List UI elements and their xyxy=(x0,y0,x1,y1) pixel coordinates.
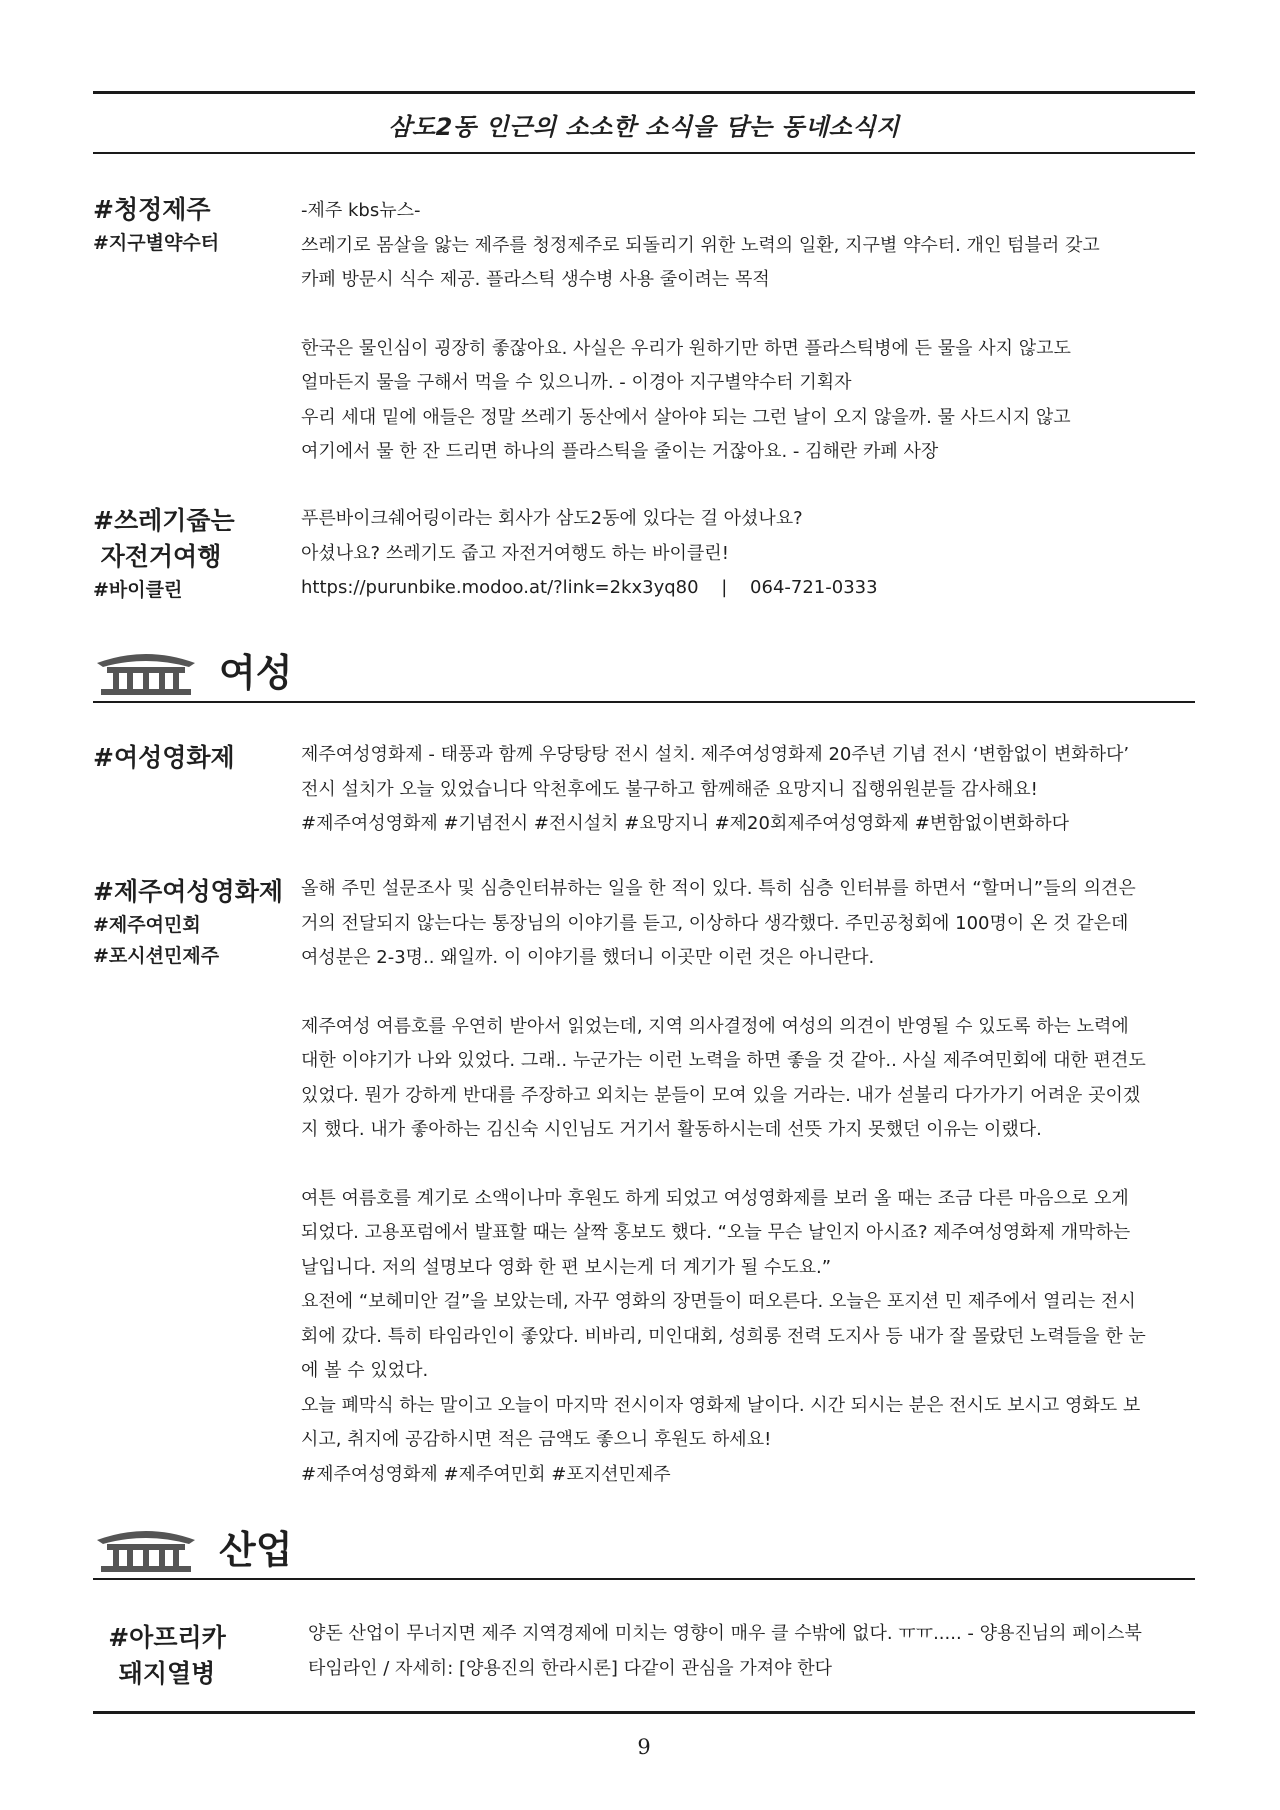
entry-tags xyxy=(93,874,293,972)
tag-main: #쓰레기줍는 xyxy=(93,506,235,535)
text-line: 여튼 여름호를 계기로 소액이나마 후원도 하게 되었고 여성영화제를 보러 올 때는 조금 다른 마음으로 오게 xyxy=(301,1187,1129,1209)
header-title: 삼도2동 인근의 소소한 소식을 담는 동네소식지 xyxy=(388,113,900,141)
footer-rule xyxy=(93,1711,1195,1714)
text-line: 전시 설치가 오늘 있었습니다 악천후에도 불구하고 함께해준 요망지니 집행위원분들 감사해요! xyxy=(301,778,1038,800)
contact-line xyxy=(301,571,1195,606)
text-line: 타임라인 / 자세히: [양용진의 한라시론] 다같이 관심을 가져야 한다 xyxy=(308,1657,833,1679)
tag-main: 돼지열병 xyxy=(118,1659,216,1688)
entry-body xyxy=(301,872,1195,1492)
text-line: 푸른바이크쉐어링이라는 회사가 삼도2동에 있다는 걸 아셨나요? xyxy=(301,508,803,529)
text-line: 제주여성 여름호를 우연히 받아서 읽었는데, 지역 의사결정에 여성의 의견이 반영될 수 있도록 하는 노력에 xyxy=(301,1015,1129,1037)
text-line: 얼마든지 물을 구해서 먹을 수 있으니까. - 이경아 지구별약수터 기획자 xyxy=(301,372,852,393)
entry-body xyxy=(301,194,1195,470)
text-line: 한국은 물인심이 굉장히 좋잖아요. 사실은 우리가 원하기만 하면 플라스틱병에 든 물을 사지 않고도 xyxy=(301,337,1071,359)
text-line: 거의 전달되지 않는다는 통장님의 이야기를 듣고, 이상하다 생각했다. 주민공청회에 100명이 온 것 같은데 xyxy=(301,912,1129,934)
page-number: 9 xyxy=(637,1735,651,1759)
text-line: 우리 세대 밑에 애들은 정말 쓰레기 동산에서 살아야 되는 그런 날이 오지 않을까. 물 사드시지 않고 xyxy=(301,406,1071,428)
entry-tags xyxy=(93,503,293,606)
text-line: 여성분은 2-3명.. 왜일까. 이 이야기를 했더니 이곳만 이런 것은 아니란다. xyxy=(301,947,875,968)
tag-main: #아프리카 xyxy=(108,1623,226,1652)
text-line: #제주여성영화제 #제주여민회 #포지션민제주 xyxy=(301,1463,671,1485)
text-line: 있었다. 뭔가 강하게 반대를 주장하고 외치는 분들이 모여 있을 거라는. 내가 섣불리 다가가기 어려운 곳이겠 xyxy=(301,1084,1141,1106)
text-line: 날입니다. 저의 설명보다 영화 한 편 보시는게 더 계기가 될 수도요.” xyxy=(301,1256,832,1278)
tag-sub: #제주여민회 xyxy=(93,914,201,936)
phone-number: 064-721-0333 xyxy=(750,577,878,598)
entry-body xyxy=(301,738,1195,842)
tag-main: #제주여성영화제 xyxy=(93,877,283,906)
section-rule xyxy=(93,701,1195,703)
section-title: 산업 xyxy=(219,1528,293,1572)
text-line: 카페 방문시 식수 제공. 플라스틱 생수병 사용 줄이려는 목적 xyxy=(301,269,770,290)
pavilion-icon xyxy=(93,1526,199,1578)
header-bottom-rule xyxy=(93,152,1195,154)
text-line: 아셨나요? 쓰레기도 줍고 자전거여행도 하는 바이클린! xyxy=(301,542,729,564)
entry-body xyxy=(301,502,1195,606)
pavilion-icon xyxy=(93,649,199,701)
text-line: 지 했다. 내가 좋아하는 김신숙 시인님도 거기서 활동하시는데 선뜻 가지 못했던 이유는 이랬다. xyxy=(301,1119,1042,1140)
tag-main: 자전거여행 xyxy=(100,542,222,571)
text-line: 되었다. 고용포럼에서 발표할 때는 살짝 홍보도 했다. “오늘 무슨 날인지 아시죠? 제주여성영화제 개막하는 xyxy=(301,1222,1131,1243)
section-title: 여성 xyxy=(219,651,293,695)
tag-sub: #바이클린 xyxy=(93,579,183,601)
text-line: 에 볼 수 있었다. xyxy=(301,1360,429,1381)
website-link[interactable]: https://purunbike.modoo.at/?link=2kx3yq80 xyxy=(301,577,699,598)
text-line: 시고, 취지에 공감하시면 적은 금액도 좋으니 후원도 하세요! xyxy=(301,1429,772,1450)
entry-tags xyxy=(93,740,293,776)
tag-main: #여성영화제 xyxy=(93,743,235,772)
entry-tags xyxy=(93,192,293,259)
entry-tags xyxy=(99,1620,299,1692)
tag-main: #청정제주 xyxy=(93,195,211,224)
section-women xyxy=(93,643,1195,703)
text-line: 양돈 산업이 무너지면 제주 지역경제에 미치는 영향이 매우 클 수밖에 없다. ㅠㅠ..... - 양용진님의 페이스북 xyxy=(308,1623,1142,1644)
text-line: 오늘 폐막식 하는 말이고 오늘이 마지막 전시이자 영화제 날이다. 시간 되시는 분은 전시도 보시고 영화도 보 xyxy=(301,1394,1141,1416)
text-line: #제주여성영화제 #기념전시 #전시설치 #요망지니 #제20회제주여성영화제 #변함없이변화하다 xyxy=(301,813,1069,834)
text-line: 대한 이야기가 나와 있었다. 그래.. 누군가는 이런 노력을 하면 좋을 것 같아.. 사실 제주여민회에 대한 편견도 xyxy=(301,1050,1146,1071)
tag-sub: #지구별약수터 xyxy=(93,232,220,254)
entry-body xyxy=(308,1617,1202,1686)
header-top-rule xyxy=(93,91,1195,94)
text-line: 회에 갔다. 특히 타임라인이 좋았다. 비바리, 미인대회, 성희롱 전력 도지사 등 내가 잘 몰랐던 노력들을 한 눈 xyxy=(301,1325,1146,1347)
separator: | xyxy=(721,577,728,598)
section-rule xyxy=(93,1578,1195,1580)
text-line: 요전에 “보헤미안 걸”을 보았는데, 자꾸 영화의 장면들이 떠오른다. 오늘은 포지션 민 제주에서 열리는 전시 xyxy=(301,1291,1136,1312)
text-line: -제주 kbs뉴스- xyxy=(301,200,421,221)
text-line: 올해 주민 설문조사 및 심층인터뷰하는 일을 한 적이 있다. 특히 심층 인터뷰를 하면서 “할머니”들의 의견은 xyxy=(301,878,1136,899)
section-industry xyxy=(93,1520,1195,1580)
text-line: 여기에서 물 한 잔 드리면 하나의 플라스틱을 줄이는 거잖아요. - 김해란 카페 사장 xyxy=(301,441,939,462)
text-line: 제주여성영화제 - 태풍과 함께 우당탕탕 전시 설치. 제주여성영화제 20주년 기념 전시 ‘변함없이 변화하다’ xyxy=(301,744,1130,765)
text-line: 쓰레기로 몸살을 앓는 제주를 청정제주로 되돌리기 위한 노력의 일환, 지구별 약수터. 개인 텀블러 갖고 xyxy=(301,234,1100,256)
tag-sub: #포시션민제주 xyxy=(93,945,220,967)
